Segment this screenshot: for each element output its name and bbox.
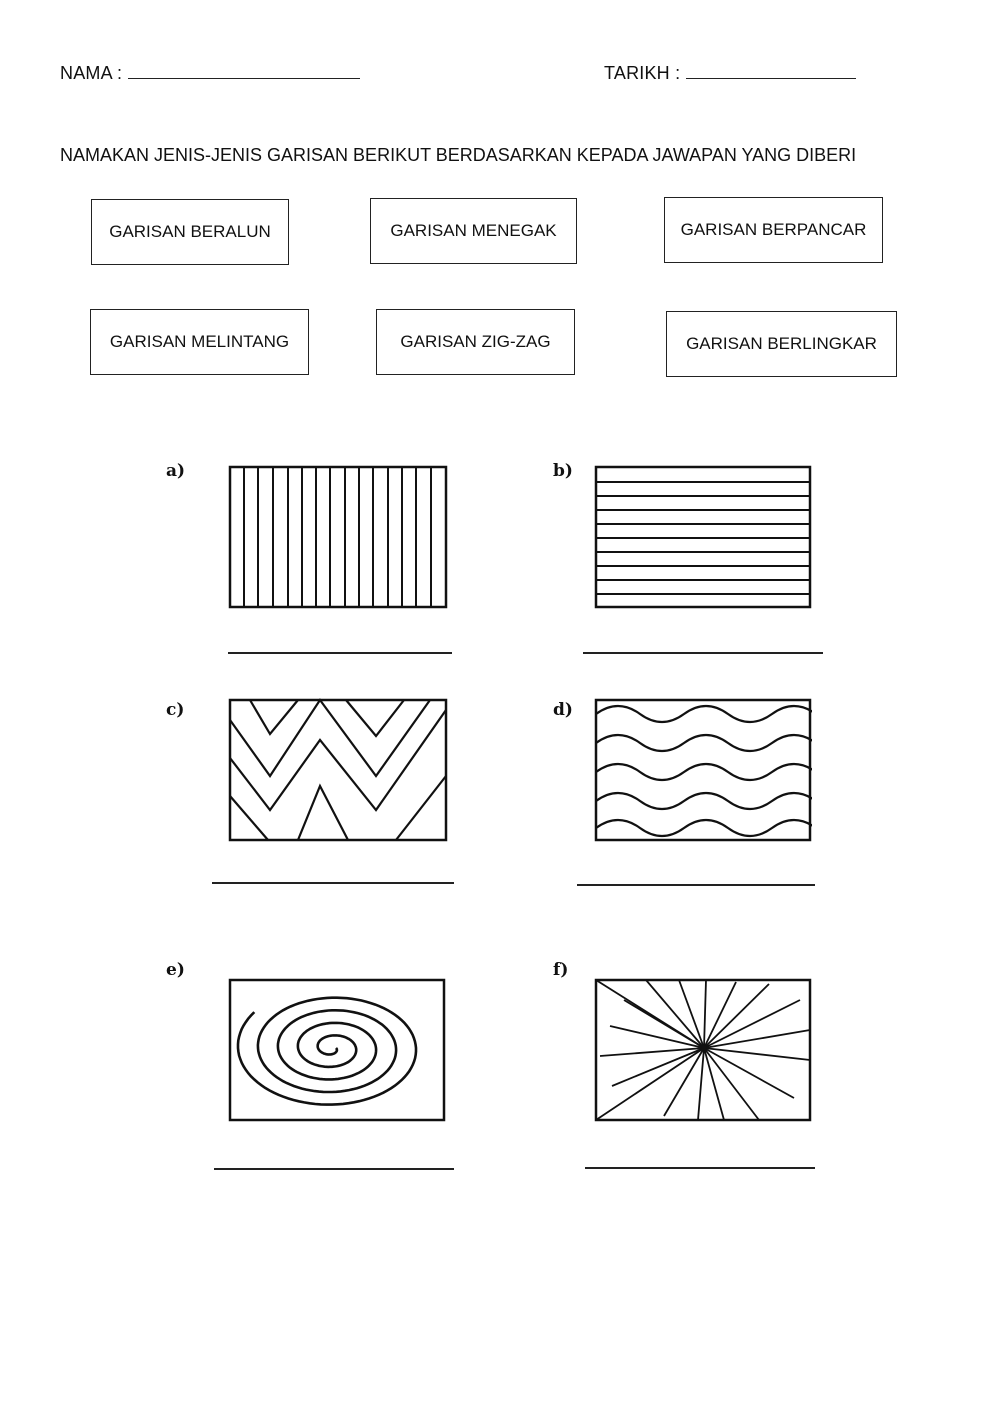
date-label: TARIKH : [604, 63, 681, 83]
figure-a-vertical-lines [228, 465, 448, 609]
instruction-text: NAMAKAN JENIS-JENIS GARISAN BERIKUT BERDASARKAN KEPADA JAWAPAN YANG DIBERI [60, 145, 857, 165]
figure-b-label: b) [553, 461, 573, 481]
answer-line-d[interactable] [577, 884, 815, 886]
option-box-beralun: GARISAN BERALUN [91, 199, 289, 265]
figure-a-label: a) [166, 461, 186, 481]
answer-line-e[interactable] [214, 1168, 454, 1170]
name-blank-line[interactable] [128, 62, 360, 79]
figure-e-label: e) [166, 960, 185, 980]
figure-d-wavy-lines [594, 698, 812, 842]
option-box-zigzag: GARISAN ZIG-ZAG [376, 309, 575, 375]
figure-d-label: d) [553, 700, 573, 720]
name-label: NAMA : [60, 63, 123, 83]
option-box-berlingkar: GARISAN BERLINGKAR [666, 311, 897, 377]
answer-line-a[interactable] [228, 652, 452, 654]
date-field [604, 62, 856, 84]
name-field [60, 62, 360, 84]
figure-c-label: c) [166, 700, 185, 720]
answer-line-c[interactable] [212, 882, 454, 884]
answer-line-f[interactable] [585, 1167, 815, 1169]
option-box-melintang: GARISAN MELINTANG [90, 309, 309, 375]
option-box-menegak: GARISAN MENEGAK [370, 198, 577, 264]
figure-f-label: f) [553, 960, 569, 980]
figure-c-zigzag-lines [228, 698, 448, 842]
figure-f-radiating-lines [594, 978, 812, 1122]
option-box-berpancar: GARISAN BERPANCAR [664, 197, 883, 263]
figure-e-spiral-line [228, 978, 446, 1122]
date-blank-line[interactable] [686, 62, 856, 79]
spiral-path [238, 998, 416, 1105]
answer-line-b[interactable] [583, 652, 823, 654]
figure-b-horizontal-lines [594, 465, 812, 609]
